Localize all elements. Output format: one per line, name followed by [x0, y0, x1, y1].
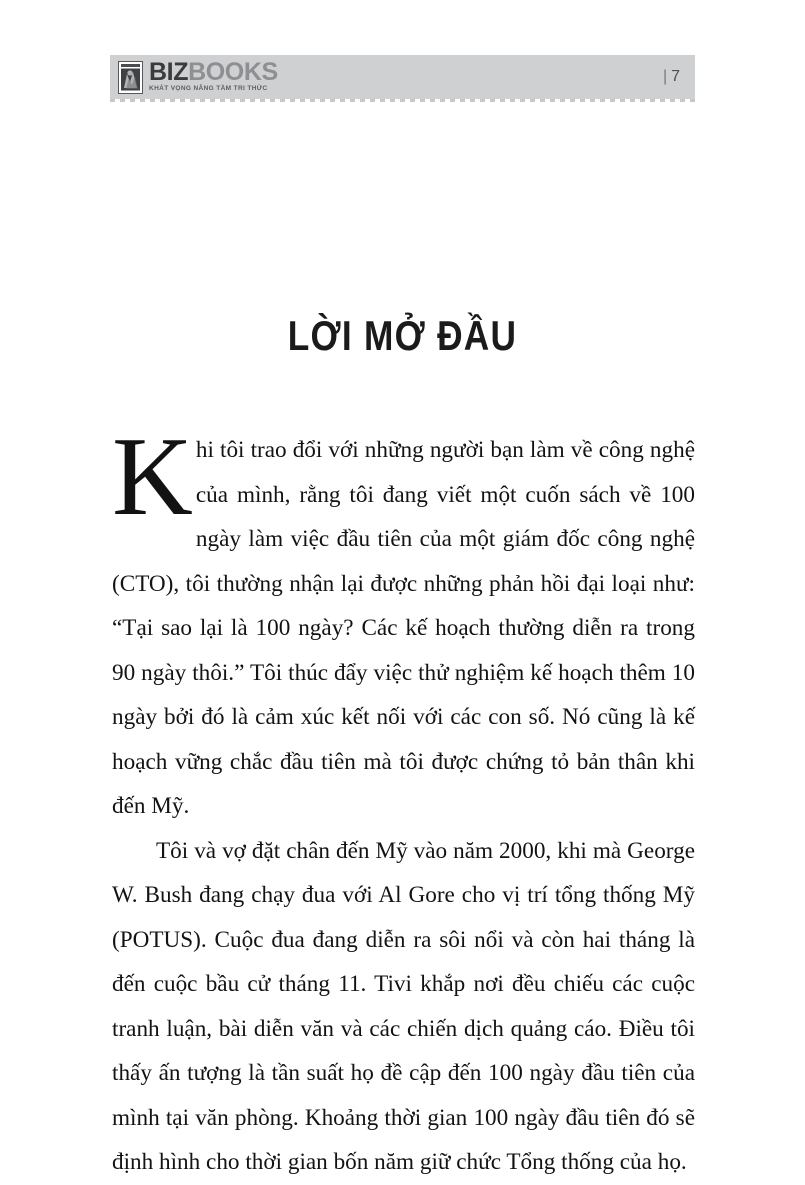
body-text-column — [112, 415, 695, 1185]
logo-word-biz: BIZ — [149, 58, 189, 87]
logo-word-books: BOOKS — [188, 58, 278, 87]
folio-number: 7 — [671, 68, 681, 85]
bizbooks-logo — [118, 57, 278, 97]
paragraph-first-text: hi tôi trao đổi với những người bạn làm về công nghệ của mình, rằng tôi đang viết một cuốn sách về 100 ngày làm việc đầu tiên của một giám đốc công nghệ (CTO), tôi thường nhận lại được những phản hồi đại loại như: “Tại sao lại là 100 ngày? Các kế hoạch thường diễn ra trong 90 ngày thôi.” Tôi thúc đẩy việc thử nghiệm kế hoạch thêm 10 ngày bởi đó là cảm xúc kết nối với các con số. Nó cũng là kế hoạch vững chắc đầu tiên mà tôi được chứng tỏ bản thân khi đến Mỹ. — [112, 437, 695, 819]
page-title: LỜI MỞ ĐẦU — [287, 312, 518, 360]
page-folio — [663, 68, 681, 86]
book-logo-icon — [118, 61, 143, 94]
folio-rule: | — [662, 68, 669, 85]
paragraph-first — [112, 415, 695, 829]
drop-cap: K — [112, 415, 193, 539]
logo-wordmark-group — [149, 58, 278, 93]
paragraph-second: Tôi và vợ đặt chân đến Mỹ vào năm 2000, khi mà George W. Bush đang chạy đua với Al Gore cho vị trí tổng thống Mỹ (POTUS). Cuộc đua đang diễn ra sôi nổi và còn hai tháng là đến cuộc bầu cử tháng 11. Tivi khắp nơi đều chiếu các cuộc tranh luận, bài diễn văn và các chiến dịch quảng cáo. Điều tôi thấy ấn tượng là tần suất họ đề cập đến 100 ngày đầu tiên của mình tại văn phòng. Khoảng thời gian 100 ngày đầu tiên đó sẽ định hình cho thời gian bốn năm giữ chức Tổng thống của họ. — [112, 837, 695, 1175]
logo-tagline: KHÁT VỌNG NÂNG TẦM TRI THỨC — [149, 85, 268, 93]
running-header — [110, 55, 695, 99]
logo-wordmark — [149, 58, 278, 87]
